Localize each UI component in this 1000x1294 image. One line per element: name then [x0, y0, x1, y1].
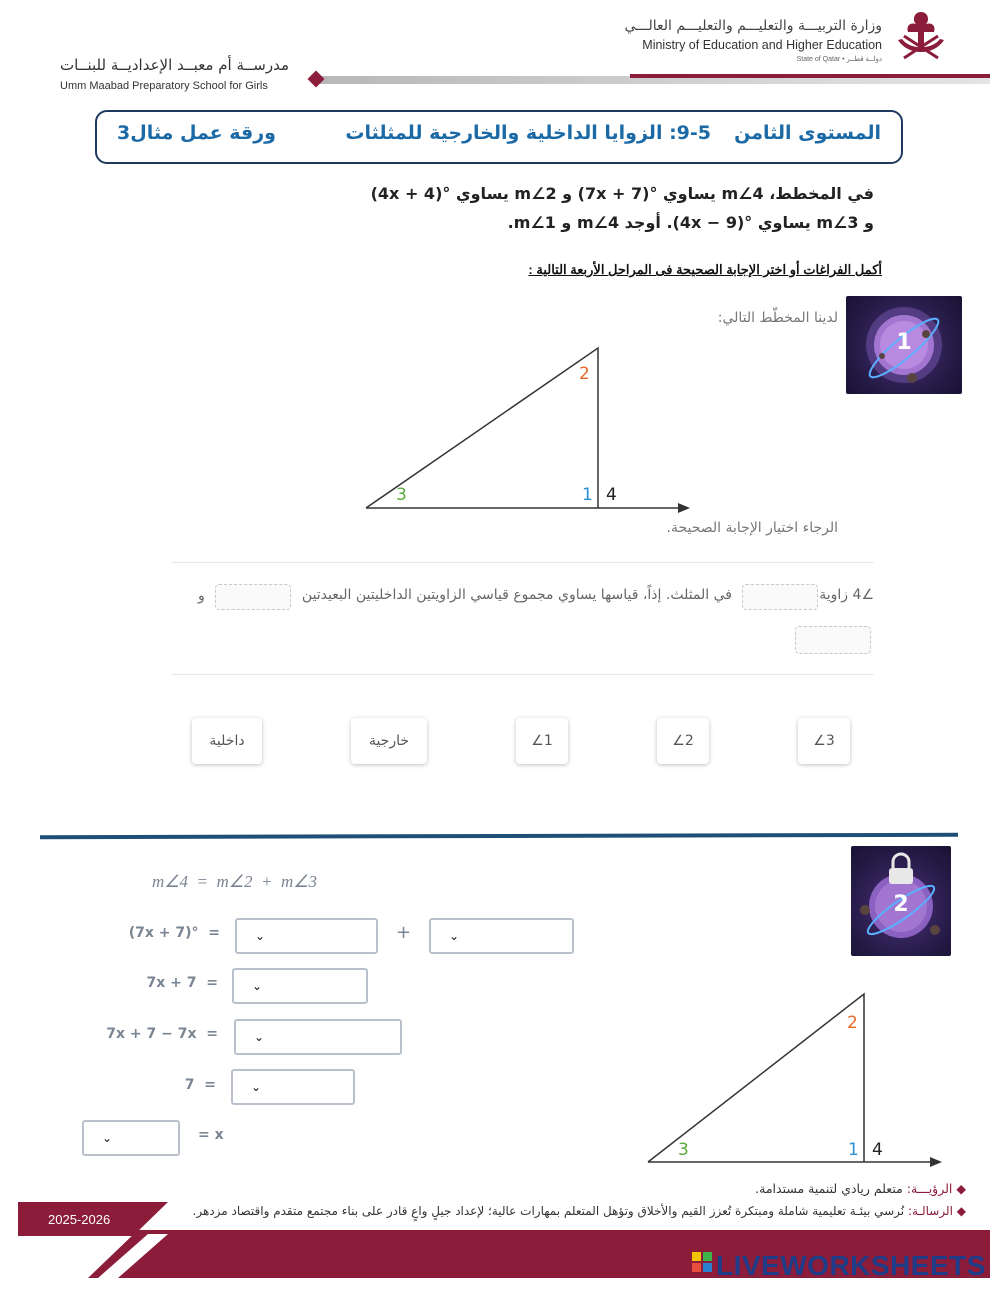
diagram-label: لدينا المخطّط التالي: [717, 310, 838, 326]
chevron-down-icon: ⌄ [255, 929, 266, 943]
step-2-number: 2 [893, 892, 909, 917]
angle-label-3b: 3 [678, 1140, 689, 1160]
triangle-2-arrowhead [930, 1157, 942, 1167]
triangle-1-shape [366, 348, 598, 508]
title-box [95, 110, 903, 164]
dropdown-combine-terms[interactable] [232, 968, 368, 1004]
row-4-label: 7 = [184, 1077, 216, 1093]
row-2-label: 7x + 7 = [146, 975, 218, 991]
school-name-en: Umm Maabad Preparatory School for Girls [60, 80, 268, 92]
separator-top [172, 562, 874, 563]
angle-label-4: 4 [606, 485, 617, 505]
grade-level: المستوى الثامن [734, 122, 881, 144]
angle-label-3: 3 [396, 485, 407, 505]
equation-header: m∠4 = m∠2 + m∠3 [152, 872, 317, 891]
separator-bottom [172, 674, 874, 675]
liveworksheets-logo [692, 1252, 712, 1272]
school-name-ar: مدرســة أم معبــد الإعداديــة للبنــات [60, 56, 290, 74]
mission-label: الرسالـة: [907, 1204, 953, 1218]
choice-exterior[interactable]: خارجية [351, 718, 427, 764]
triangle-1-arrowhead [678, 503, 690, 513]
dropdown-subtract-7x[interactable] [234, 1019, 402, 1055]
diamond-icon: ◆ [956, 1204, 966, 1218]
watermark: LIVEWORKSHEETS [716, 1250, 986, 1281]
problem-line-2: و m∠3 يساوي °(4x − 9). أوجد m∠4 و m∠1. [507, 213, 874, 232]
step-2-badge [851, 846, 951, 956]
angle-label-2: 2 [579, 364, 590, 384]
choice-angle-1[interactable]: ∠1 [516, 718, 568, 764]
row-1-label: (7x + 7)° = [128, 925, 220, 941]
dropdown-simplify[interactable] [231, 1069, 355, 1105]
chevron-down-icon: ⌄ [102, 1131, 113, 1145]
blank-remote-angle-2[interactable] [795, 626, 871, 654]
dropdown-x-value[interactable] [82, 1120, 180, 1156]
step-1-number: 1 [896, 330, 912, 355]
vision-line [755, 1181, 966, 1196]
instruction: أكمل الفراغات أو اختر الإجابة الصحيحة فى المراحل الأربعة التالية : [528, 262, 882, 277]
vision-text: متعلم ريادي لتنمية مستدامة. [755, 1181, 903, 1196]
choose-label: الرجاء اختيار الإجابة الصحيحة. [666, 520, 838, 536]
chevron-down-icon: ⌄ [449, 929, 460, 943]
dropdown-m-angle-2[interactable] [235, 918, 378, 954]
dropdown-m-angle-3[interactable] [429, 918, 574, 954]
angle-label-1: 1 [582, 485, 593, 505]
problem-line-1: في المخطط، m∠4 يساوي °(7x + 7) و m∠2 يساوي °(4x + 4) [370, 184, 874, 203]
row-3-label: 7x + 7 − 7x = [106, 1026, 218, 1042]
angle-label-4b: 4 [872, 1140, 883, 1160]
triangle-2-shape [648, 994, 864, 1162]
header-rule-diamond [308, 71, 325, 88]
step-1-badge [846, 296, 962, 394]
vision-label: الرؤيـــة: [906, 1181, 953, 1196]
sentence-and: و [198, 588, 205, 604]
blank-remote-angle-1[interactable] [215, 584, 291, 610]
angle-label-2b: 2 [847, 1013, 858, 1033]
header-rule-accent [630, 74, 990, 78]
choice-angle-2[interactable]: ∠2 [657, 718, 709, 764]
chevron-down-icon: ⌄ [252, 979, 263, 993]
choice-angle-3[interactable]: ∠3 [798, 718, 850, 764]
blank-angle-type[interactable] [742, 584, 818, 610]
sentence-part-2: في المثلث. إذاً، قياسها يساوي مجموع قياسي الزاويتين الداخليتين البعيدتين [301, 587, 732, 603]
chevron-down-icon: ⌄ [251, 1080, 262, 1094]
ministry-logo [890, 6, 952, 66]
ministry-name-en: Ministry of Education and Higher Education [642, 38, 882, 52]
diamond-icon: ◆ [956, 1181, 966, 1196]
section-divider [40, 833, 958, 839]
ministry-name-ar: وزارة التربيـــة والتعليـــم والتعليـــم العالـــي [624, 18, 882, 34]
state-label: State of Qatar • دولــة قطــر [796, 56, 882, 63]
academic-year: 2025-2026 [48, 1212, 111, 1227]
plus-sign: + [396, 922, 412, 943]
triangle-diagram-1 [360, 340, 700, 520]
row-5-label: = x [198, 1127, 224, 1143]
chevron-down-icon: ⌄ [254, 1030, 265, 1044]
lesson-title: 9-5: الزوايا الداخلية والخارجية للمثلثات [345, 122, 711, 144]
angle-label-1b: 1 [848, 1140, 859, 1160]
mission-text: نُرسي بيئـة تعليمية شاملة ومبتكرة تُعزز القيم والأخلاق وتؤهل المتعلم بمهارات عالية؛ لإعداد جيلٍ واعٍ قادر على بناء مجتمع متقدم واقتصاد مزدهر. [192, 1204, 905, 1218]
triangle-diagram-2 [644, 988, 944, 1168]
worksheet-title: ورقة عمل مثال3 [117, 122, 276, 144]
choice-interior[interactable]: داخلية [192, 718, 262, 764]
sentence-part-1: ∠4 زاوية [819, 587, 874, 603]
